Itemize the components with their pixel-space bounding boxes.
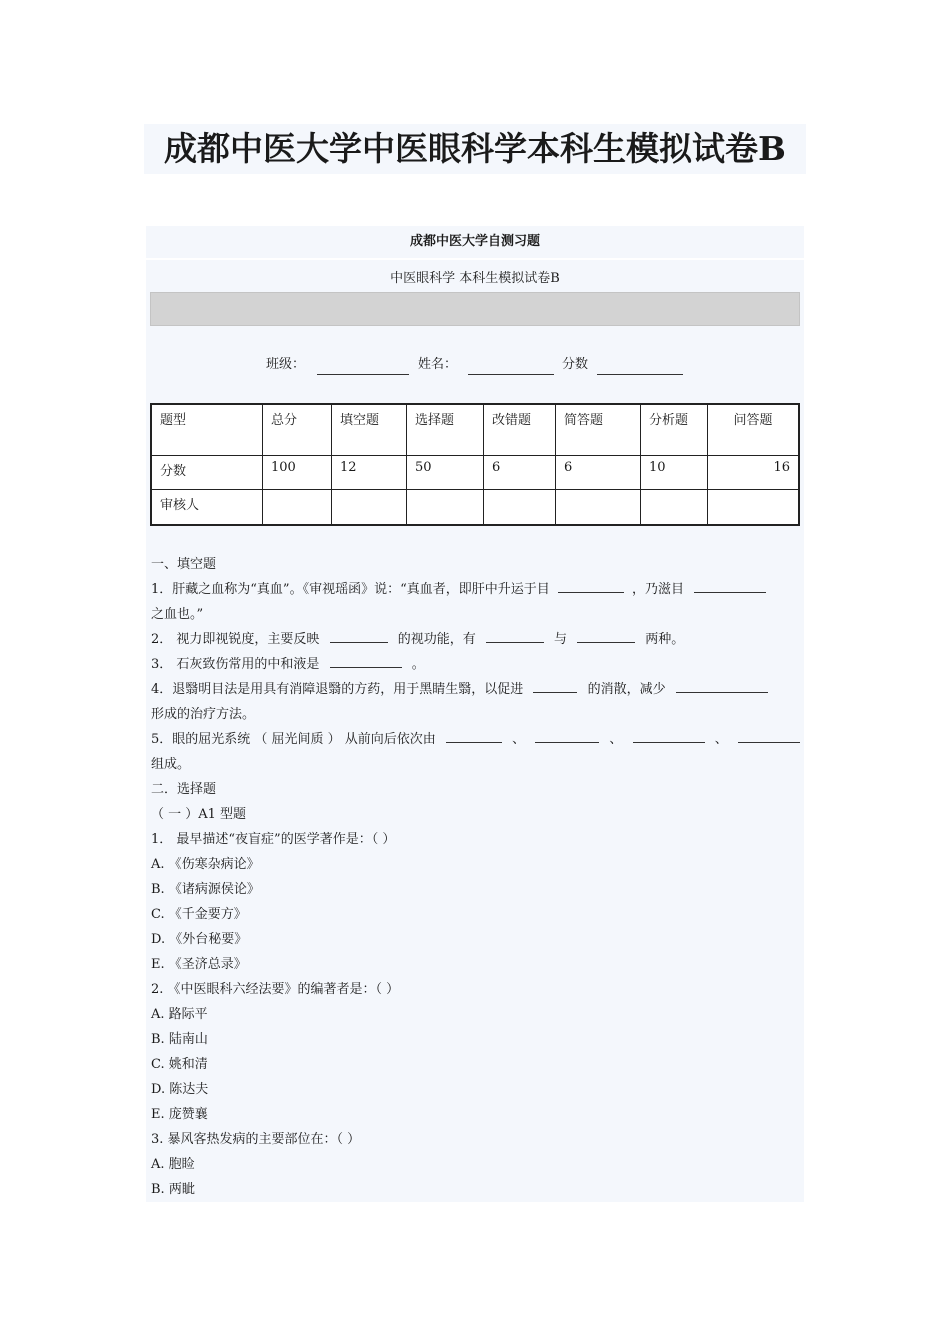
question-line xyxy=(151,677,801,702)
question-line: 形成的治疗方法。 xyxy=(151,707,256,722)
option-item: D. 《外台秘要》 xyxy=(151,932,248,947)
option-item: B. 陆南山 xyxy=(151,1032,208,1047)
table-header-cell: 简答题 xyxy=(556,404,641,456)
answer-blank xyxy=(330,652,402,668)
question-line xyxy=(151,652,801,677)
option-item: D. 陈达夫 xyxy=(151,1082,209,1097)
score-table xyxy=(150,403,800,526)
table-header-cell: 问答题 xyxy=(708,404,800,456)
table-cell-empty xyxy=(263,490,332,526)
question-stem: 1． 最早描述“夜盲症”的医学著作是：（ ） xyxy=(151,832,396,847)
class-blank xyxy=(317,360,409,375)
table-cell-empty xyxy=(332,490,407,526)
question-line xyxy=(151,577,801,602)
section-title: 二．选择题 xyxy=(151,782,217,797)
table-cell-empty xyxy=(641,490,708,526)
table-header-cell: 总分 xyxy=(263,404,332,456)
table-header-cell: 改错题 xyxy=(484,404,556,456)
table-cell-empty xyxy=(556,490,641,526)
score-label: 分数 xyxy=(562,357,589,372)
class-label: 班级： xyxy=(266,357,306,372)
answer-blank xyxy=(694,577,766,593)
gray-divider-bar xyxy=(150,292,800,326)
option-item: C. 《千金要方》 xyxy=(151,907,247,922)
question-text: 3． 石灰致伤常用的中和液是 xyxy=(151,657,320,672)
option-item: B. 两眦 xyxy=(151,1182,195,1197)
table-cell-empty xyxy=(407,490,484,526)
question-stem: 3. 暴风客热发病的主要部位在：（ ） xyxy=(151,1132,361,1147)
document-title: 成都中医大学中医眼科学本科生模拟试卷B xyxy=(144,124,806,174)
question-text: 。 xyxy=(411,657,425,672)
subsection-title: （ 一 ）A1 型题 xyxy=(151,807,247,822)
table-row-label: 审核人 xyxy=(151,490,263,526)
table-cell-score: 6 xyxy=(484,456,556,490)
answer-blank xyxy=(577,627,635,643)
answer-blank xyxy=(738,727,800,743)
option-item: A. 路际平 xyxy=(151,1007,208,1022)
table-cell-score: 100 xyxy=(263,456,332,490)
table-cell-empty xyxy=(484,490,556,526)
question-text: 的视功能，有 xyxy=(397,632,476,647)
question-line xyxy=(151,727,801,752)
option-item: A. 胞睑 xyxy=(151,1157,195,1172)
option-item: E. 《圣济总录》 xyxy=(151,957,247,972)
table-cell-score: 16 xyxy=(708,456,800,490)
table-header-cell: 分析题 xyxy=(641,404,708,456)
table-cell-score: 12 xyxy=(332,456,407,490)
exam-org-header: 成都中医大学自测习题 xyxy=(146,226,804,260)
answer-blank xyxy=(558,577,624,593)
separator: 、 xyxy=(609,732,623,747)
option-item: E. 庞赞襄 xyxy=(151,1107,208,1122)
table-header-cell: 选择题 xyxy=(407,404,484,456)
question-stem: 2. 《中医眼科六经法要》的编著者是：（ ） xyxy=(151,982,400,997)
table-cell-score: 50 xyxy=(407,456,484,490)
question-text: 5．眼的屈光系统 （ 屈光间质 ） 从前向后依次由 xyxy=(151,732,436,747)
question-text: 1．肝藏之血称为“真血”。《审视瑶函》说：“真血者，即肝中升运于目 xyxy=(151,582,550,597)
separator: 、 xyxy=(512,732,526,747)
answer-blank xyxy=(330,627,388,643)
question-text: 2． 视力即视锐度，主要反映 xyxy=(151,632,320,647)
option-item: B. 《诸病源侯论》 xyxy=(151,882,260,897)
option-item: C. 姚和清 xyxy=(151,1057,208,1072)
separator: 、 xyxy=(714,732,728,747)
questions-area xyxy=(151,552,801,1202)
table-row-label: 分数 xyxy=(151,456,263,490)
option-item: A. 《伤寒杂病论》 xyxy=(151,857,260,872)
table-row-score xyxy=(151,456,799,490)
table-cell-empty xyxy=(708,490,800,526)
table-header-cell: 题型 xyxy=(151,404,263,456)
answer-blank xyxy=(676,677,768,693)
name-label: 姓名： xyxy=(418,357,458,372)
score-blank xyxy=(597,360,683,375)
question-text: 的消散，减少 xyxy=(587,682,666,697)
question-text: ，乃滋目 xyxy=(632,582,685,597)
answer-blank xyxy=(446,727,502,743)
answer-blank xyxy=(486,627,544,643)
table-cell-score: 10 xyxy=(641,456,708,490)
question-text: 与 xyxy=(553,632,567,647)
question-text: 4．退翳明目法是用具有消障退翳的方药，用于黑睛生翳，以促进 xyxy=(151,682,524,697)
name-blank xyxy=(468,360,554,375)
table-header-row xyxy=(151,404,799,456)
table-header-cell: 填空题 xyxy=(332,404,407,456)
question-line: 组成。 xyxy=(151,757,191,772)
exam-subtitle: 中医眼科学 本科生模拟试卷B xyxy=(390,271,560,286)
question-line: 之血也。” xyxy=(151,607,204,622)
question-line xyxy=(151,627,801,652)
student-info-line xyxy=(146,354,804,376)
section-title: 一、填空题 xyxy=(151,557,217,572)
exam-panel xyxy=(146,226,804,1202)
answer-blank xyxy=(535,727,599,743)
question-text: 两种。 xyxy=(645,632,685,647)
table-cell-score: 6 xyxy=(556,456,641,490)
answer-blank xyxy=(633,727,705,743)
table-row-reviewer xyxy=(151,490,799,526)
answer-blank xyxy=(533,677,577,693)
